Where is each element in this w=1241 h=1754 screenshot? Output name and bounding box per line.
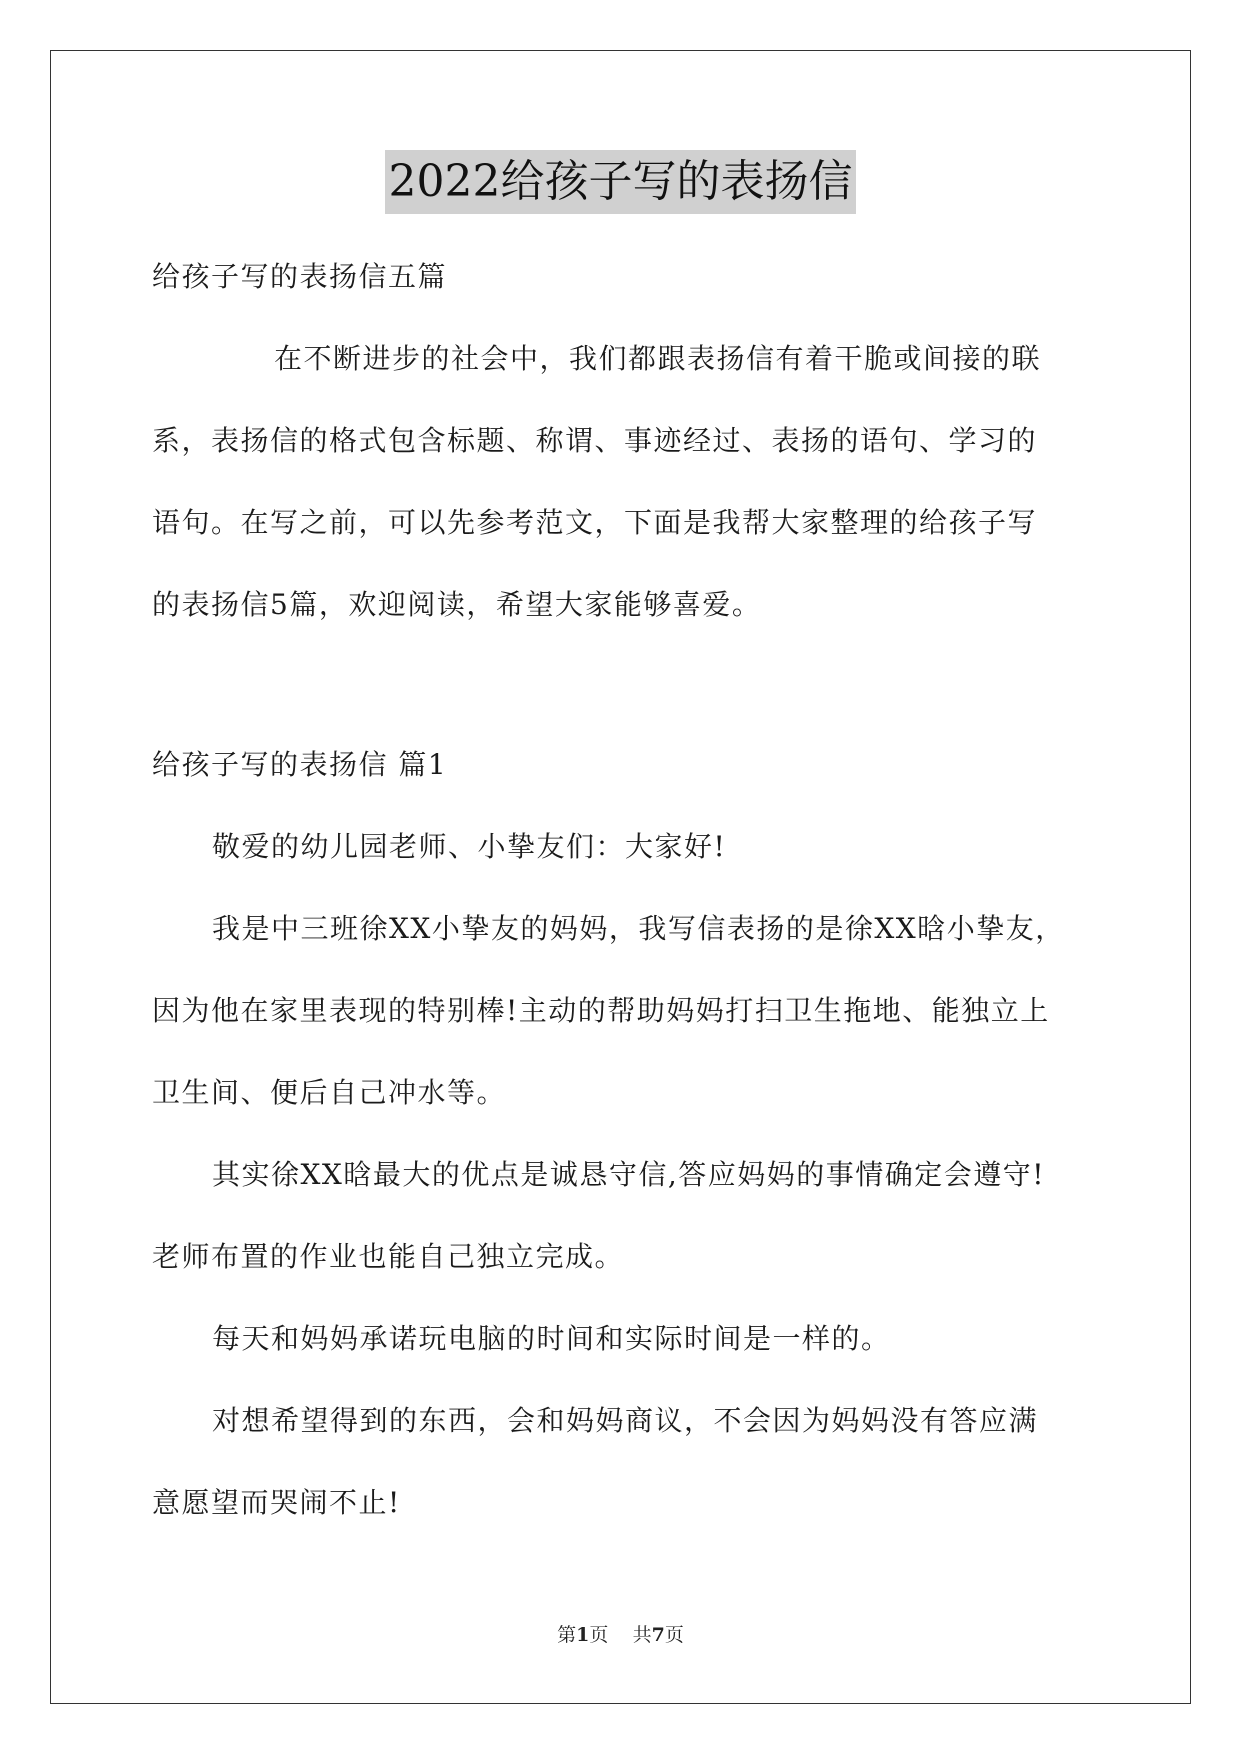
title-container xyxy=(0,150,1241,214)
section-heading: 给孩子写的表扬信 篇1 xyxy=(152,748,448,781)
subtitle: 给孩子写的表扬信五篇 xyxy=(152,260,448,293)
section-spacer xyxy=(152,646,1097,724)
body-line: 因为他在家里表现的特别棒!主动的帮助妈妈打扫卫生拖地、能独立上 xyxy=(152,994,1050,1027)
body-line: 每天和妈妈承诺玩电脑的时间和实际时间是一样的。 xyxy=(212,1322,891,1355)
body-line: 老师布置的作业也能自己独立完成。 xyxy=(152,1240,625,1273)
total-pages-number: 7 xyxy=(651,1624,665,1646)
body-line: 卫生间、便后自己冲水等。 xyxy=(152,1076,507,1109)
current-page-number: 1 xyxy=(576,1624,590,1646)
intro-line: 的表扬信5篇，欢迎阅读，希望大家能够喜爱。 xyxy=(152,588,762,621)
intro-line: 系，表扬信的格式包含标题、称谓、事迹经过、表扬的语句、学习的 xyxy=(152,424,1038,457)
total-suffix: 页 xyxy=(664,1624,684,1646)
page-prefix: 第 xyxy=(557,1624,577,1646)
body-line: 对想希望得到的东西，会和妈妈商议，不会因为妈妈没有答应满 xyxy=(212,1404,1039,1437)
intro-line: 在不断进步的社会中，我们都跟表扬信有着干脆或间接的联 xyxy=(274,342,1042,375)
intro-line: 语句。在写之前，可以先参考范文，下面是我帮大家整理的给孩子写 xyxy=(152,506,1038,539)
body-line: 其实徐XX晗最大的优点是诚恳守信,答应妈妈的事情确定会遵守! xyxy=(212,1158,1046,1191)
body-line: 我是中三班徐XX小挚友的妈妈，我写信表扬的是徐XX晗小挚友， xyxy=(212,912,1065,945)
page-suffix: 页 xyxy=(589,1624,609,1646)
body-line: 意愿望而哭闹不止! xyxy=(152,1486,401,1519)
document-body xyxy=(152,236,1097,1544)
page-footer xyxy=(0,1622,1241,1648)
total-prefix: 共 xyxy=(632,1624,652,1646)
letter-greeting: 敬爱的幼儿园老师、小挚友们：大家好! xyxy=(212,830,727,863)
document-title: 2022给孩子写的表扬信 xyxy=(385,150,857,214)
